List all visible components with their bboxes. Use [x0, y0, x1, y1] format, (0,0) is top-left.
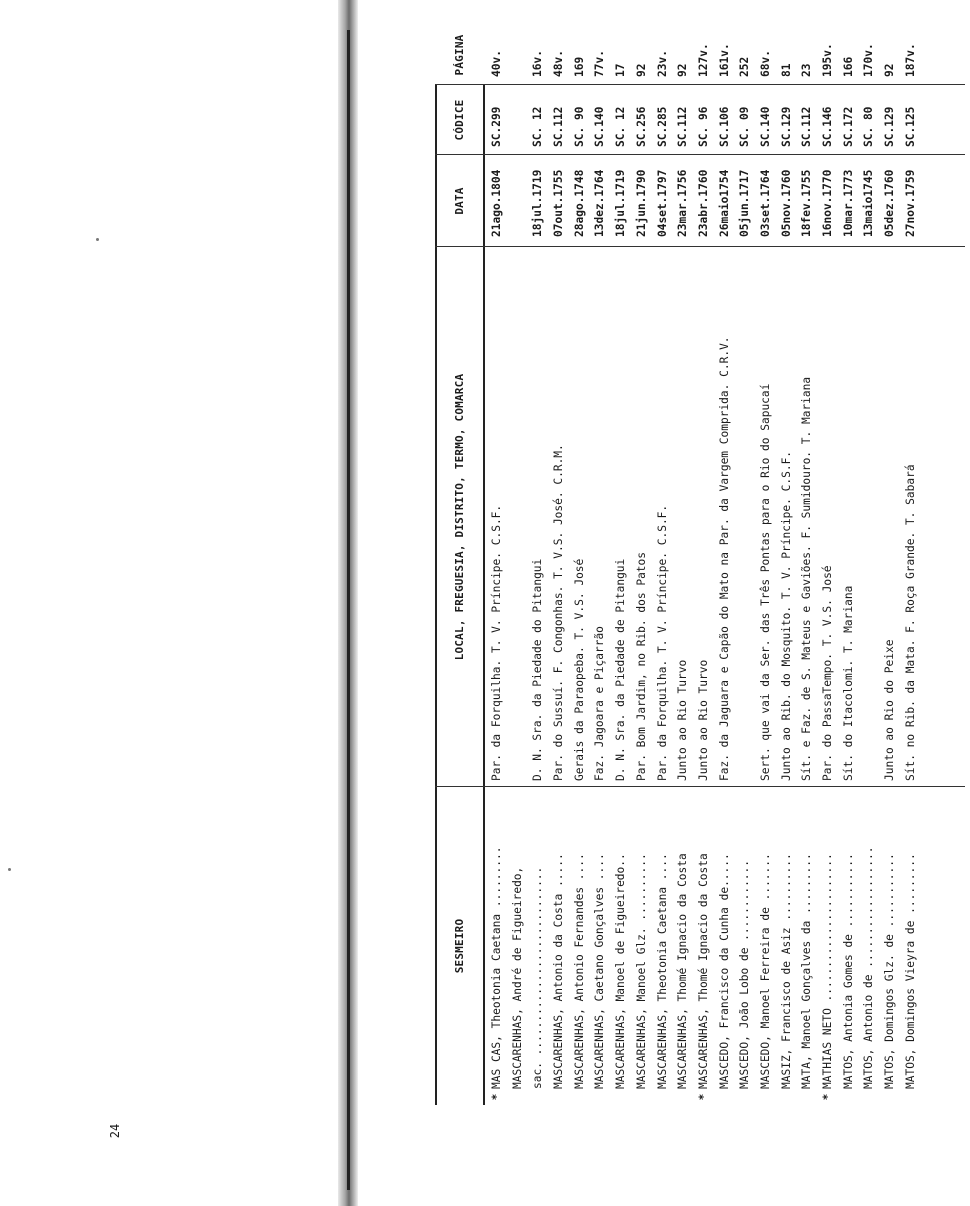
- row-mark: [528, 1089, 549, 1105]
- date-cell: 26maio1754: [717, 169, 731, 237]
- pagina-cell: 92: [883, 63, 897, 77]
- codice-cell: SC.112: [800, 106, 814, 147]
- sesmeiro-cell: MATOS, Domingos Glz. de ...........: [883, 853, 897, 1089]
- date-cell: 04set.1797: [655, 169, 669, 237]
- date-cell: 18jul.1719: [531, 169, 545, 237]
- pagina-cell: 195v.: [821, 43, 834, 77]
- row-mark: [673, 1089, 694, 1105]
- local-cell: [859, 251, 880, 781]
- pagina-cell: [508, 27, 529, 77]
- pagina-cell: 23v.: [655, 50, 669, 77]
- date-cell: 05jun.1717: [738, 169, 752, 237]
- table-row: [880, 63, 901, 1105]
- rotated-page-table: [435, 34, 965, 1105]
- row-mark: [777, 1089, 798, 1105]
- date-cell: 23mar.1756: [676, 169, 690, 237]
- row-mark: [653, 1089, 674, 1105]
- sesmeiro-cell: MASCARENHAS, Caetano Gonçalves ....: [593, 853, 607, 1089]
- table-row: [549, 50, 570, 1105]
- row-mark: [715, 1089, 736, 1105]
- sesmeiro-cell: MATOS, Antonia Gomes de ...........: [841, 853, 855, 1089]
- row-mark: *: [490, 1093, 503, 1101]
- date-cell: 18fev.1755: [800, 169, 814, 237]
- sesmeiro-cell: MASCARENHAS, Thomé Ignacio da Costa: [676, 853, 690, 1089]
- header-sesmeiro: SESMEIRO: [453, 918, 466, 974]
- table-row: [694, 43, 715, 1105]
- local-cell: Sít. e Faz. de S. Mateus e Gaviões. F. Sumidouro. T. Mariana: [800, 376, 814, 781]
- pagina-cell: 127v.: [696, 43, 710, 77]
- header-pagina: PÁGINA: [453, 34, 466, 76]
- local-cell: Sert. que vai da Ser. das Três Pontas para o Rio do Sapucaí: [758, 383, 772, 781]
- codice-cell: SC. 12: [531, 106, 545, 147]
- table-row: [818, 43, 839, 1105]
- local-cell: Gerais da Paraopeba. T. V.S. José: [572, 558, 586, 781]
- row-mark: [611, 1089, 632, 1105]
- row-mark: [590, 1089, 611, 1105]
- header-local: LOCAL, FREGUESIA, DISTRITO, TERMO, COMARCA: [453, 373, 466, 661]
- local-cell: Par. do Sussuí. F. Congonhas. T. V.S. José. C.R.M.: [552, 444, 566, 781]
- codice-cell: SC.112: [676, 106, 690, 147]
- table-row: [508, 85, 529, 1105]
- table-header: [435, 34, 485, 1105]
- date-cell: 27nov.1759: [903, 169, 917, 237]
- sesmeiro-cell: MASCARENHAS, Theotonia Caetana ....: [655, 853, 669, 1089]
- table-row: [528, 50, 549, 1105]
- pagina-cell: 16v.: [531, 50, 545, 77]
- codice-cell: SC.129: [883, 106, 897, 147]
- local-cell: Par. do PassaTempo. T. V.S. José: [821, 565, 834, 781]
- pagina-cell: 81: [779, 63, 793, 77]
- pagina-cell: 92: [634, 63, 648, 77]
- codice-cell: SC.285: [655, 106, 669, 147]
- sesmeiro-cell: MASCARENHAS, Antonio da Costa .....: [552, 853, 566, 1089]
- pagina-cell: 166: [841, 56, 855, 77]
- local-cell: Par. da Forquilha. T. V. Príncipe. C.S.F.: [655, 504, 669, 781]
- sesmeiro-cell: MASCARENHAS, André de Figueiredo,: [510, 866, 524, 1089]
- local-cell: D. N. Sra. da Piedade de Pitangui: [614, 558, 628, 781]
- book-gutter-line: [347, 30, 350, 1190]
- codice-cell: SC.140: [593, 106, 607, 147]
- table-row: [859, 43, 880, 1105]
- pagina-cell: 77v.: [593, 50, 607, 77]
- codice-cell: SC.256: [634, 106, 648, 147]
- codice-cell: SC.140: [758, 106, 772, 147]
- pagina-cell: 169: [572, 56, 586, 77]
- local-cell: Junto ao Rio Turvo: [696, 659, 710, 781]
- sesmeiro-cell: MASCARENHAS, Manoel Glz. ..........: [634, 853, 648, 1089]
- scan-speck: [8, 868, 11, 871]
- pagina-cell: 48v.: [552, 50, 566, 77]
- local-cell: Sít. do Itacolomi. T. Mariana: [841, 585, 855, 781]
- sesmeiro-cell: MATA, Manoel Gonçalves da .........: [800, 853, 814, 1089]
- sesmeiro-cell: MASCEDO, Francisco da Cunha de.....: [717, 853, 731, 1089]
- date-cell: 07out.1755: [552, 169, 566, 237]
- row-mark: [549, 1089, 570, 1105]
- row-mark: *: [821, 1093, 834, 1101]
- local-cell: [735, 251, 756, 781]
- scan-speck: [96, 238, 99, 241]
- row-mark: *: [696, 1093, 710, 1101]
- table-body: [487, 43, 921, 1105]
- date-cell: 16nov.1770: [821, 169, 834, 237]
- header-data: DATA: [453, 187, 466, 215]
- pagina-cell: 68v.: [758, 50, 772, 77]
- local-cell: Par. da Forquilha. T. V. Príncipe. C.S.F.: [490, 504, 503, 781]
- table-row: [756, 50, 777, 1105]
- row-mark: [859, 1089, 880, 1105]
- codice-cell: SC. 96: [696, 106, 710, 147]
- table-row: [632, 63, 653, 1105]
- sesmeiro-cell: MASIZ, Francisco de Asiz ..........: [779, 853, 793, 1089]
- pagina-cell: 170v.: [862, 43, 876, 77]
- table-row: [797, 63, 818, 1105]
- codice-cell: SC.112: [552, 106, 566, 147]
- local-cell: [508, 251, 529, 781]
- pagina-cell: 252: [738, 56, 752, 77]
- codice-cell: SC.172: [841, 106, 855, 147]
- sesmeiro-cell: MATOS, Domingos Vieyra de .........: [903, 853, 917, 1089]
- row-mark: [901, 1089, 922, 1105]
- date-cell: 21ago.1804: [490, 169, 503, 237]
- table-row: [570, 56, 591, 1105]
- table-row: [590, 50, 611, 1105]
- date-cell: 21jun.1790: [634, 169, 648, 237]
- local-cell: Sít. no Rib. da Mata. F. Roça Grande. T. Sabará: [903, 464, 917, 781]
- date-cell: 28ago.1748: [572, 169, 586, 237]
- row-mark: [797, 1089, 818, 1105]
- codice-cell: SC.106: [717, 106, 731, 147]
- table-row: [777, 63, 798, 1105]
- date-cell: 18jul.1719: [614, 169, 628, 237]
- row-mark: [632, 1089, 653, 1105]
- local-cell: Junto ao Rio do Peixe: [883, 639, 897, 781]
- row-mark: [735, 1089, 756, 1105]
- header-codice: CÓDICE: [453, 99, 466, 141]
- table-row: [653, 50, 674, 1105]
- row-mark: [839, 1089, 860, 1105]
- table-row: [487, 50, 508, 1105]
- sesmeiro-cell: sac. ............................: [531, 866, 545, 1089]
- table-row: [611, 63, 632, 1105]
- local-cell: Junto ao Rib. do Mosquito. T. V. Príncipe. C.S.F.: [779, 450, 793, 781]
- pagina-cell: 92: [676, 63, 690, 77]
- codice-cell: SC. 12: [614, 106, 628, 147]
- codice-cell: SC.125: [903, 106, 917, 147]
- local-cell: Par. Bom Jardim, no Rib. dos Patos: [634, 551, 648, 781]
- local-cell: Faz. da Jaguara e Capão do Mato na Par. da Vargem Comprida. C.R.V.: [717, 336, 731, 781]
- pagina-cell: 23: [800, 63, 814, 77]
- date-cell: 05dez.1760: [883, 169, 897, 237]
- table-row: [673, 63, 694, 1105]
- table-row: [735, 56, 756, 1105]
- pagina-cell: 17: [614, 63, 628, 77]
- date-cell: 13dez.1764: [593, 169, 607, 237]
- row-mark: [508, 1089, 529, 1105]
- date-cell: [508, 155, 529, 237]
- sesmeiro-cell: MASCEDO, Manoel Ferreira de .......: [758, 853, 772, 1089]
- sesmeiro-cell: MASCARENHAS, Antonio Fernandes ....: [572, 853, 586, 1089]
- sesmeiro-cell: MASCARENHAS, Manoel de Figueiredo..: [614, 853, 628, 1089]
- row-mark: [756, 1089, 777, 1105]
- date-cell: 10mar.1773: [841, 169, 855, 237]
- pagina-cell: 161v.: [717, 43, 731, 77]
- sesmeiro-cell: MATHIAS NETO ......................: [821, 853, 834, 1089]
- codice-cell: SC. 09: [738, 106, 752, 147]
- page-number: 24: [108, 1123, 123, 1139]
- local-cell: Junto ao Rio Turvo: [676, 659, 690, 781]
- sesmeiro-cell: MASCARENHAS, Thomé Ignacio da Costa: [696, 853, 710, 1089]
- row-mark: [880, 1089, 901, 1105]
- local-cell: D. N. Sra. da Piedade do Pitangui: [531, 558, 545, 781]
- local-cell: Faz. Jagoara e Piçarrão: [593, 626, 607, 781]
- date-cell: 23abr.1760: [696, 169, 710, 237]
- date-cell: 03set.1764: [758, 169, 772, 237]
- codice-cell: SC. 90: [572, 106, 586, 147]
- sesmeiro-cell: MAS CAS, Theotonia Caetana .........: [490, 846, 503, 1089]
- date-cell: 13maio1745: [862, 169, 876, 237]
- pagina-cell: 187v.: [903, 43, 917, 77]
- sesmarias-table: [435, 34, 965, 1105]
- table-row: [715, 43, 736, 1105]
- codice-cell: [508, 85, 529, 147]
- table-row: [839, 56, 860, 1105]
- date-cell: 05nov.1760: [779, 169, 793, 237]
- table-row: [901, 43, 922, 1105]
- sesmeiro-cell: MASCEDO, João Lobo de ............: [738, 859, 752, 1089]
- codice-cell: SC.129: [779, 106, 793, 147]
- codice-cell: SC.299: [490, 106, 503, 147]
- codice-cell: SC. 80: [862, 106, 876, 147]
- row-mark: [570, 1089, 591, 1105]
- codice-cell: SC.146: [821, 106, 834, 147]
- pagina-cell: 40v.: [490, 50, 503, 77]
- sesmeiro-cell: MATOS, Antonio de ..................: [862, 846, 876, 1089]
